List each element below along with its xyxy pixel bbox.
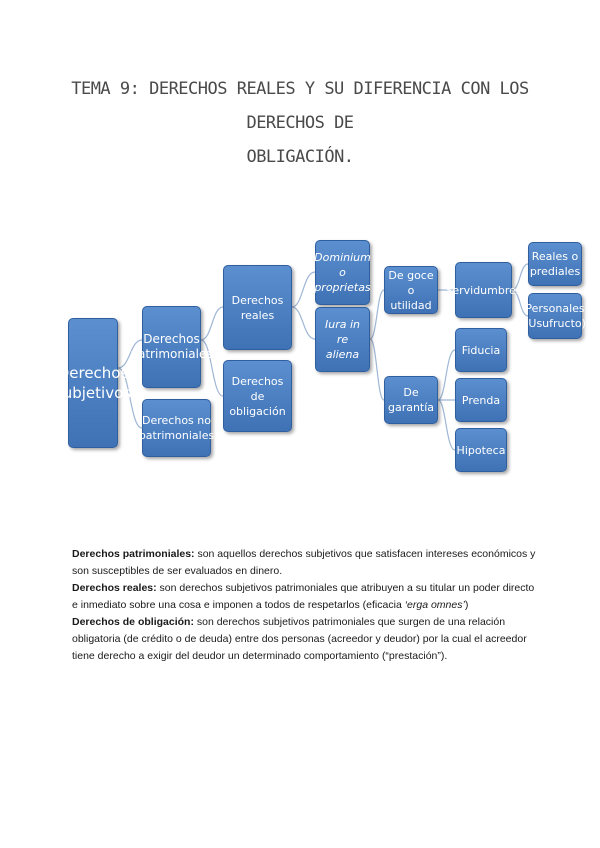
node-derechos-patrimoniales (130, 306, 213, 388)
node-label: proprietas (314, 281, 371, 294)
definition-term: Derechos patrimoniales: (72, 548, 195, 560)
node-derechos-no-patrimoniales (138, 399, 215, 457)
node-label: Personales (525, 302, 585, 315)
connector (438, 400, 455, 450)
node-label: subjetivos (54, 384, 132, 402)
definition-italic: ‘erga omnes’ (404, 599, 465, 611)
node-servidumbres (445, 262, 522, 318)
definition-text: son derechos subjetivos patrimoniales que surgen de una relación obligatoria (de crédito o de deuda) entre dos personas (acreedor y deudor) por la cual el acreedor tiene derecho a exigir del deudor un determinado comportamiento (“prestación”). (72, 616, 527, 662)
definitions (72, 546, 542, 665)
connector (370, 290, 384, 339)
node-label: (Usufructo) (524, 317, 586, 330)
definition-patrimoniales (72, 546, 542, 580)
definition-text: ) (464, 599, 469, 611)
node-fiducia (455, 328, 507, 372)
node-personales (524, 293, 586, 339)
node-label: Derechos no (142, 414, 211, 427)
node-label: Hipoteca (456, 443, 506, 457)
definition-obligacion (72, 614, 542, 665)
node-label: Prenda (461, 393, 501, 407)
node-label: Derechos reales (231, 293, 284, 322)
definition-text: son derechos subjetivos patrimoniales que atribuyen a su titular un poder directo e inmediato sobre una cosa e imponen a todos de respetarlos (eficacia (72, 582, 535, 611)
node-derechos-obligacion (223, 360, 292, 432)
node-hipoteca (455, 428, 507, 472)
node-label: De garantía (387, 386, 435, 414)
definition-term: Derechos reales: (72, 582, 157, 594)
node-prenda (455, 378, 507, 422)
node-label: Servidumbres (445, 283, 522, 297)
definition-reales (72, 580, 542, 614)
connector (370, 339, 384, 400)
node-label: prediales (529, 265, 581, 278)
definition-text: son aquellos derechos subjetivos que satisfacen intereses económicos y son susceptibles de ser evaluados en dinero. (72, 548, 536, 577)
node-label: Iura in re (324, 318, 360, 346)
connector (292, 272, 315, 307)
node-garantia (384, 376, 438, 424)
node-dominium (315, 240, 370, 305)
node-goce-utilidad (384, 266, 438, 314)
title-line-2: OBLIGACIÓN. (246, 147, 354, 167)
connector (292, 307, 315, 339)
node-label: Reales o (531, 250, 579, 263)
title-line-1: TEMA 9: DERECHOS REALES Y SU DIFERENCIA CON LOS DERECHOS DE (71, 79, 529, 133)
node-label: De goce o (388, 268, 434, 297)
node-label: patrimoniales (138, 429, 215, 442)
node-label: Derechos (57, 364, 129, 382)
node-label: obligación (229, 404, 286, 418)
definition-term: Derechos de obligación: (72, 616, 194, 628)
node-label: aliena (325, 348, 360, 361)
node-label: Dominium o (314, 251, 371, 279)
node-derechos-subjetivos (54, 318, 132, 448)
node-label: Derechos de (231, 374, 284, 403)
node-label: Derechos (143, 332, 200, 346)
connector (438, 350, 455, 400)
node-label: patrimoniales (130, 347, 213, 361)
node-iura-in-re-aliena (315, 307, 370, 372)
node-derechos-reales (223, 265, 292, 350)
node-label: utilidad (390, 298, 432, 312)
node-label: Fiducia (461, 343, 501, 357)
node-reales-prediales (528, 242, 582, 286)
